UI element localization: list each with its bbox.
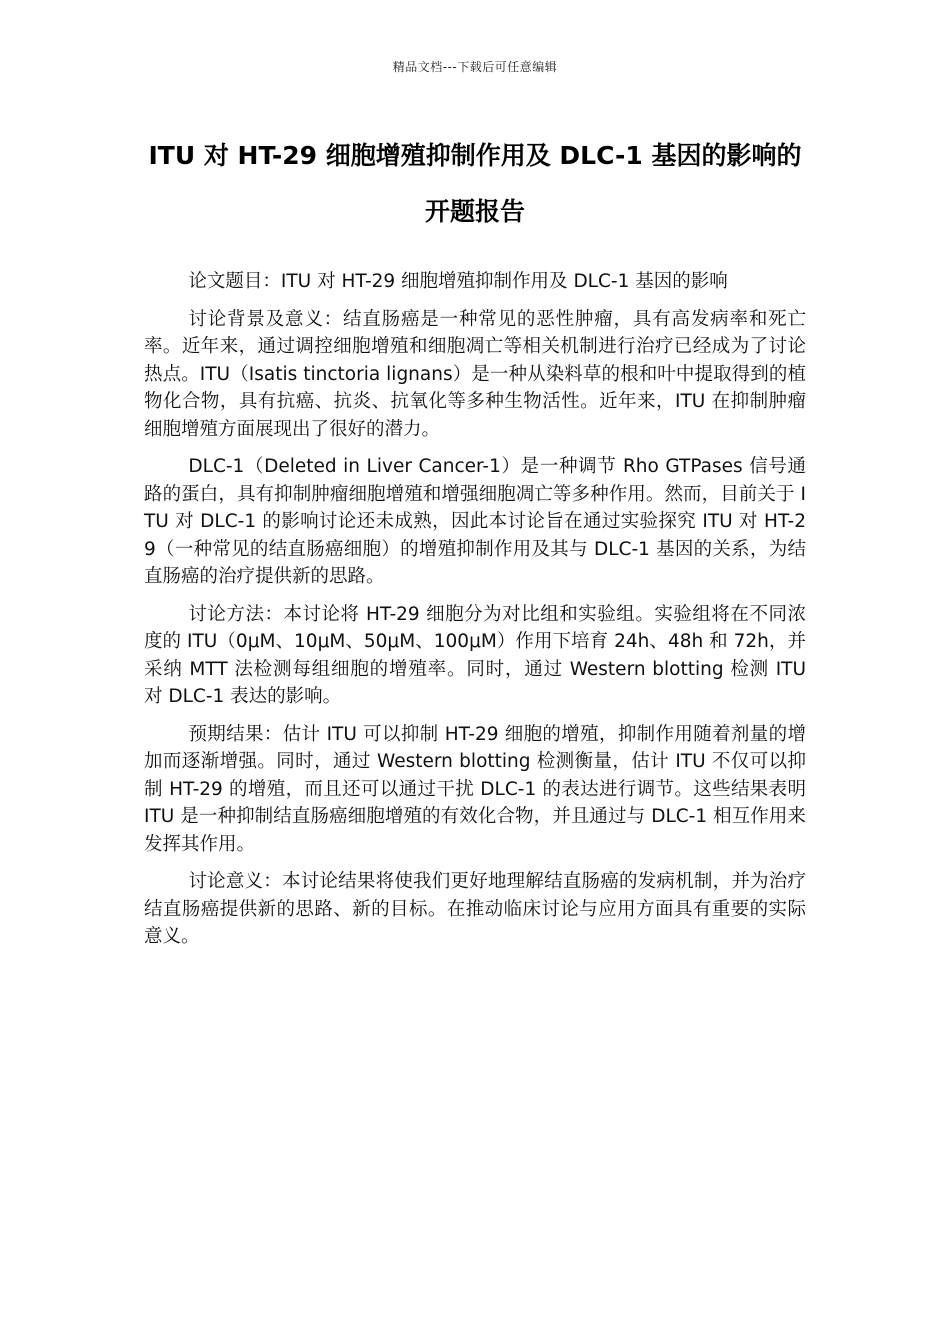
paragraph-methods: 讨论方法：本讨论将 HT-29 细胞分为对比组和实验组。实验组将在不同浓度的 ITU（0μM、10μM、50μM、100μM）作用下培育 24h、48h 和 72h，并采纳 MTT 法检测每组细胞的增殖率。同时，通过 Western blotting 检测 ITU 对 DLC-1 表达的影响。	[144, 603, 806, 707]
paragraph-expected-results: 预期结果：估计 ITU 可以抑制 HT-29 细胞的增殖，抑制作用随着剂量的增加而逐渐增强。同时，通过 Western blotting 检测衡量，估计 ITU 不仅可以抑制 HT-29 的增殖，而且还可以通过干扰 DLC-1 的表达进行调节。这些结果表明 ITU 是一种抑制结直肠癌细胞增殖的有效化合物，并且通过与 DLC-1 相互作用来发挥其作用。	[144, 723, 806, 855]
paragraph-dlc1: DLC-1（Deleted in Liver Cancer-1）是一种调节 Rho GTPases 信号通路的蛋白，具有抑制肿瘤细胞增殖和增强细胞凋亡等多种作用。然而，目前关于 ITU 对 DLC-1 的影响讨论还未成熟，因此本讨论旨在通过实验探究 ITU 对 HT-29（一种常见的结直肠癌细胞）的增殖抑制作用及其与 DLC-1 基因的关系，为结直肠癌的治疗提供新的思路。	[144, 456, 806, 587]
paragraph-significance: 讨论意义：本讨论结果将使我们更好地理解结直肠癌的发病机制，并为治疗结直肠癌提供新的思路、新的目标。在推动临床讨论与应用方面具有重要的实际意义。	[144, 871, 806, 947]
document-body	[144, 268, 806, 961]
document-title: ITU 对 HT-29 细胞增殖抑制作用及 DLC-1 基因的影响的开题报告	[148, 141, 802, 226]
header-note: 精品文档---下载后可任意编辑	[392, 60, 558, 74]
paragraph-thesis-title: 论文题目：ITU 对 HT-29 细胞增殖抑制作用及 DLC-1 基因的影响	[188, 271, 728, 292]
paragraph-background: 讨论背景及意义：结直肠癌是一种常见的恶性肿瘤，具有高发病率和死亡率。近年来，通过调控细胞增殖和细胞凋亡等相关机制进行治疗已经成为了讨论热点。ITU（Isatis tinctoria lignans）是一种从染料草的根和叶中提取得到的植物化合物，具有抗癌、抗炎、抗氧化等多种生物活性。近年来，ITU 在抑制肿瘤细胞增殖方面展现出了很好的潜力。	[144, 308, 806, 440]
